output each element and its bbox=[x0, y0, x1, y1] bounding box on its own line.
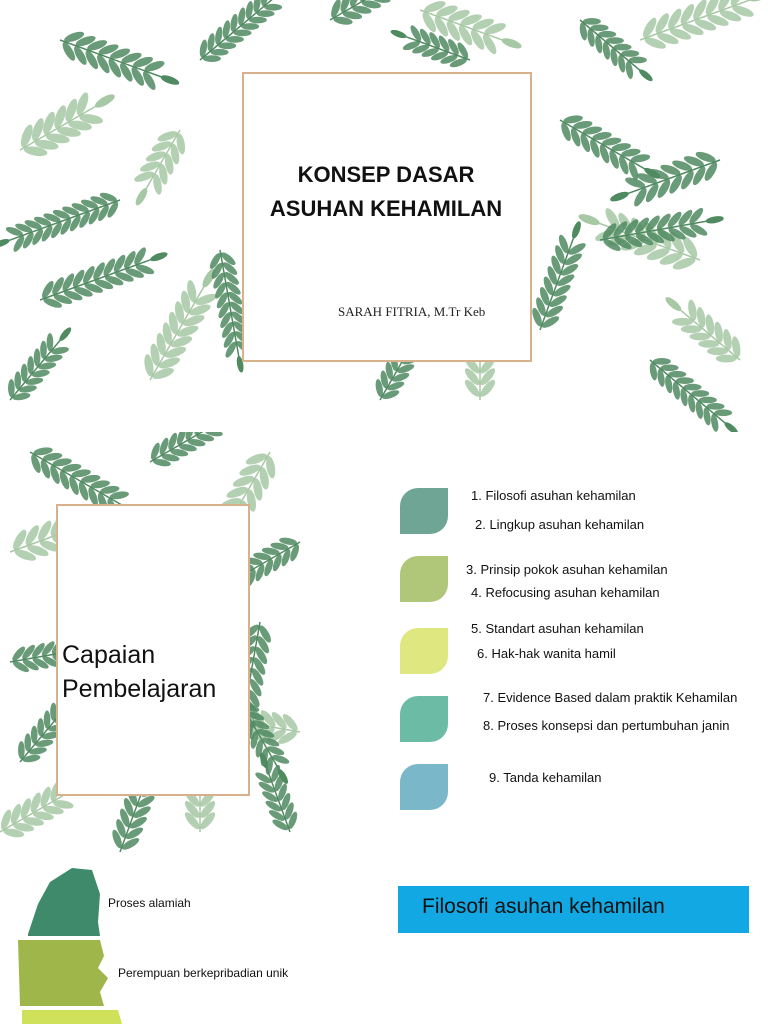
cover-title-line2: ASUHAN KEHAMILAN bbox=[269, 196, 503, 221]
head-profile-graphic bbox=[0, 864, 140, 1024]
outcome-item: 4. Refocusing asuhan kehamilan bbox=[471, 585, 660, 600]
philosophy-slide bbox=[0, 864, 768, 1024]
outcome-item: 6. Hak-hak wanita hamil bbox=[477, 646, 616, 661]
tile-icon bbox=[400, 556, 448, 602]
outcome-item: 1. Filosofi asuhan kehamilan bbox=[471, 488, 636, 503]
outcome-item: 3. Prinsip pokok asuhan kehamilan bbox=[466, 562, 668, 577]
cover-title bbox=[242, 158, 530, 226]
outcomes-title-line1: Capaian bbox=[62, 641, 156, 669]
tile-icon bbox=[400, 696, 448, 742]
tile-icon bbox=[400, 488, 448, 534]
outcome-item: 2. Lingkup asuhan kehamilan bbox=[475, 517, 645, 532]
tile-icon bbox=[400, 764, 448, 810]
outcome-item: 8. Proses konsepsi dan pertumbuhan janin bbox=[483, 718, 730, 733]
cover-slide bbox=[0, 0, 768, 432]
outcomes-title-line2: Pembelajaran bbox=[62, 675, 217, 703]
philosophy-heading-box bbox=[398, 886, 749, 933]
philosophy-point: Proses alamiah bbox=[108, 896, 191, 910]
outcome-item: 5. Standart asuhan kehamilan bbox=[471, 621, 644, 636]
outcome-item: 9. Tanda kehamilan bbox=[489, 770, 602, 785]
philosophy-heading: Filosofi asuhan kehamilan bbox=[422, 895, 665, 918]
author-name: SARAH FITRIA, M.Tr Keb bbox=[338, 304, 486, 319]
outcomes-title bbox=[62, 638, 216, 706]
outcome-item: 7. Evidence Based dalam praktik Kehamilan bbox=[483, 690, 738, 705]
tile-icon bbox=[400, 628, 448, 674]
cover-title-line1: KONSEP DASAR bbox=[297, 162, 475, 187]
philosophy-point: Perempuan berkepribadian unik bbox=[118, 966, 289, 980]
outcomes-slide bbox=[0, 432, 768, 864]
